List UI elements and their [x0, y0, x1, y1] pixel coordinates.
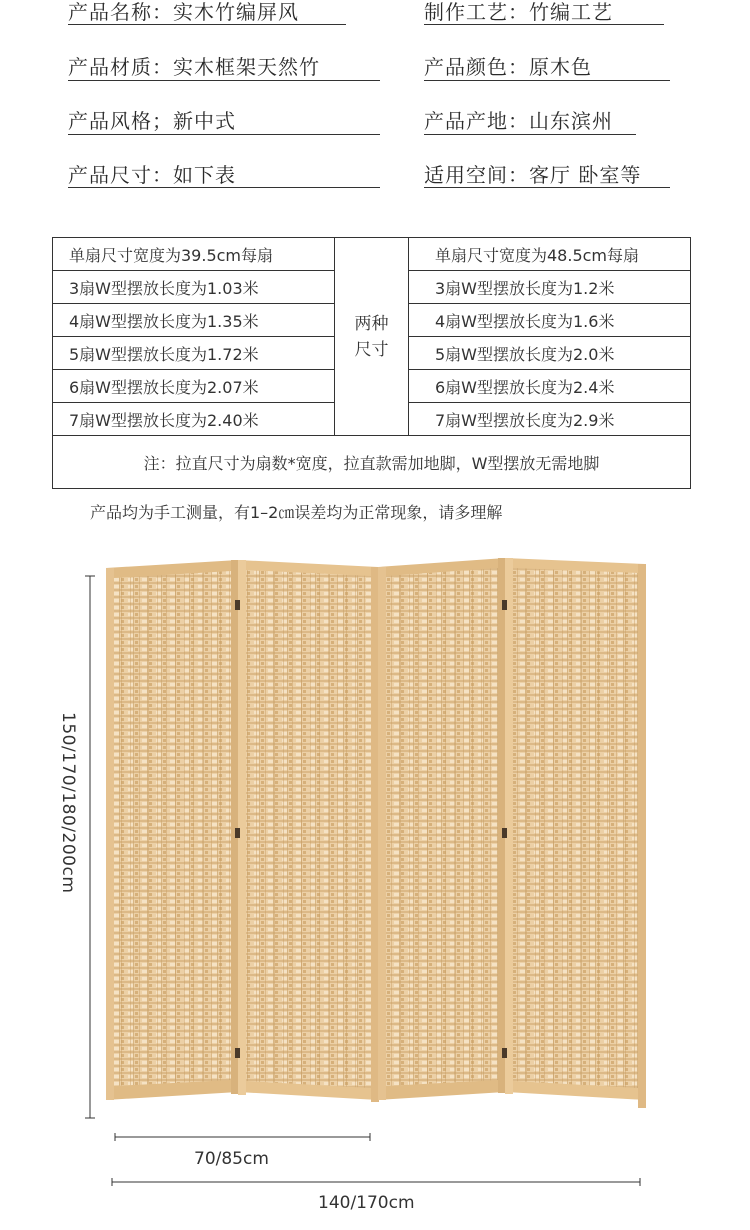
- frame-post: [106, 568, 114, 1100]
- screen-panel: [378, 558, 506, 1100]
- table-cell: 5扇W型摆放长度为2.0米: [409, 337, 691, 370]
- frame-post: [238, 560, 246, 1095]
- table-row: [53, 238, 691, 271]
- underline: [424, 134, 636, 135]
- spec-label: 产品风格；: [68, 109, 173, 133]
- spec-label: 产品颜色：: [424, 55, 529, 79]
- table-cell: 7扇W型摆放长度为2.40米: [53, 403, 335, 436]
- hinge-icon: [235, 828, 240, 838]
- table-cell: 7扇W型摆放长度为2.9米: [409, 403, 691, 436]
- frame-post: [638, 564, 646, 1108]
- table-cell: 6扇W型摆放长度为2.4米: [409, 370, 691, 403]
- screen-panel: [238, 560, 379, 1102]
- table-cell: 4扇W型摆放长度为1.6米: [409, 304, 691, 337]
- folding-screen-image: [0, 540, 750, 1230]
- table-cell: 3扇W型摆放长度为1.03米: [53, 271, 335, 304]
- measurement-disclaimer: 产品均为手工测量，有1–2㎝误差均为正常现象，请多理解: [90, 503, 503, 522]
- height-dimension-label: 150/170/180/200cm: [58, 712, 78, 894]
- spec-value: 原木色: [529, 55, 592, 79]
- spec-label: 产品尺寸：: [68, 163, 173, 187]
- underline: [68, 24, 346, 25]
- table-cell: 6扇W型摆放长度为2.07米: [53, 370, 335, 403]
- hinge-icon: [502, 600, 507, 610]
- frame-post: [231, 560, 239, 1094]
- hinge-icon: [235, 600, 240, 610]
- table-cell: 单扇尺寸宽度为48.5cm每扇: [409, 238, 691, 271]
- spec-label: 产品材质：: [68, 55, 173, 79]
- middle-label: 尺寸: [354, 339, 389, 360]
- spec-value: 客厅 卧室等: [529, 163, 642, 187]
- frame-post: [371, 567, 379, 1102]
- underline: [424, 24, 664, 25]
- size-table: [52, 237, 691, 489]
- underline: [424, 187, 670, 188]
- middle-label: 两种: [354, 313, 389, 334]
- spec-label: 产品产地：: [424, 109, 529, 133]
- screen-panel: [505, 558, 646, 1108]
- spec-label: 产品名称：: [68, 0, 173, 24]
- spec-value: 山东滨州: [529, 109, 613, 133]
- underline: [424, 80, 670, 81]
- two-sizes-cell: [335, 238, 409, 436]
- table-cell: 单扇尺寸宽度为39.5cm每扇: [53, 238, 335, 271]
- frame-post: [498, 558, 506, 1093]
- table-cell: 3扇W型摆放长度为1.2米: [409, 271, 691, 304]
- underline: [68, 187, 380, 188]
- hinge-icon: [235, 1048, 240, 1058]
- table-cell: 5扇W型摆放长度为1.72米: [53, 337, 335, 370]
- frame-post: [505, 558, 513, 1094]
- table-row: [53, 436, 691, 489]
- panel-width-label: 70/85cm: [194, 1149, 269, 1169]
- spec-value: 竹编工艺: [529, 0, 613, 24]
- table-note: 注：拉直尺寸为扇数*宽度，拉直款需加地脚，W型摆放无需地脚: [53, 436, 691, 489]
- underline: [68, 134, 380, 135]
- total-width-label: 140/170cm: [318, 1193, 415, 1213]
- hinge-icon: [502, 1048, 507, 1058]
- screen-panel: [106, 560, 239, 1100]
- hinge-icon: [502, 828, 507, 838]
- spec-label: 制作工艺：: [424, 0, 529, 24]
- frame-post: [378, 567, 386, 1100]
- spec-value: 新中式: [173, 109, 236, 133]
- spec-value: 如下表: [173, 163, 236, 187]
- underline: [68, 80, 380, 81]
- spec-value: 实木框架天然竹: [173, 55, 320, 79]
- spec-value: 实木竹编屏风: [173, 0, 299, 24]
- table-cell: 4扇W型摆放长度为1.35米: [53, 304, 335, 337]
- spec-label: 适用空间：: [424, 163, 529, 187]
